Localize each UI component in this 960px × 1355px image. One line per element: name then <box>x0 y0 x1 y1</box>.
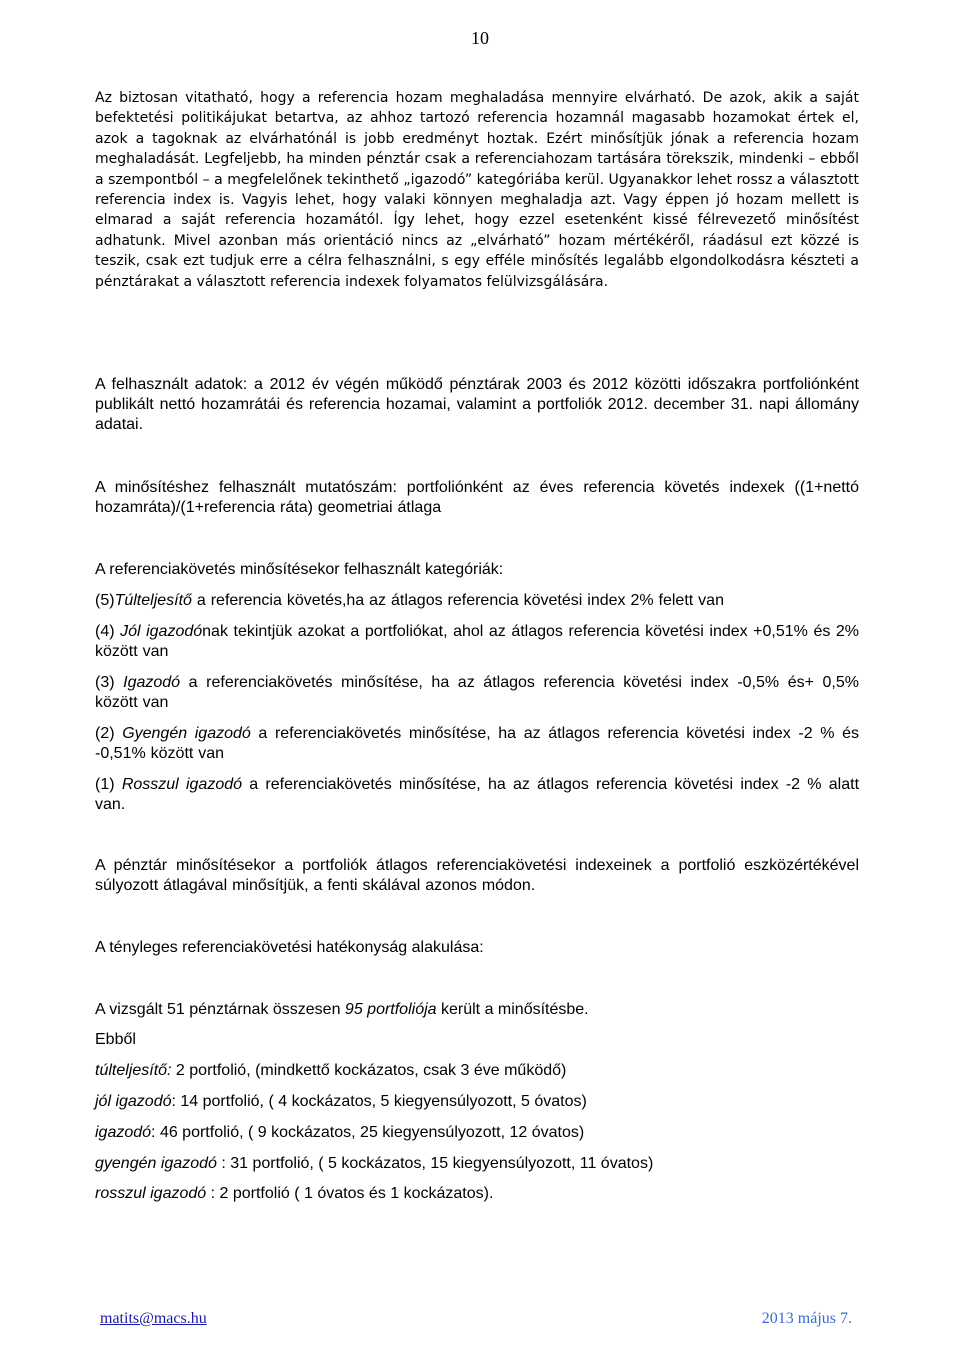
result-text: 2 portfolió, (mindkettő kockázatos, csak 3 éve működő) <box>171 1062 567 1079</box>
summary-em: 95 portfoliója <box>344 1001 437 1018</box>
category-1 <box>95 775 859 815</box>
category-4 <box>95 622 859 662</box>
category-text: a referenciakövetés minősítése, ha az átlagos referencia követési index -2 % és -0,51% között van <box>95 725 860 762</box>
data-paragraph: A felhasznált adatok: a 2012 év végén működő pénztárak 2003 és 2012 közötti időszakra portfoliónként publikált nettó hozamrátái és referencia hozamai, valamint a portfoliók 2012. december 31. napi állomány adatai. <box>95 376 859 433</box>
result-label: túlteljesítő: <box>95 1062 172 1079</box>
results-heading: A tényleges referenciakövetési hatékonyság alakulása: <box>95 939 484 956</box>
summary-post: került a minősítésbe. <box>436 1001 589 1018</box>
category-name: Gyengén igazodó <box>122 725 251 742</box>
category-num: (3) <box>95 674 124 691</box>
category-num: (5) <box>95 592 115 609</box>
ebbol-label: Ebből <box>95 1031 136 1048</box>
category-num: (4) <box>95 623 121 640</box>
category-text: a referencia követés,ha az átlagos referencia követési index 2% felett van <box>191 592 724 609</box>
category-3 <box>95 673 859 713</box>
category-5 <box>95 591 859 611</box>
result-text: : 46 portfolió, ( 9 kockázatos, 25 kiegyensúlyozott, 12 óvatos) <box>151 1124 585 1141</box>
result-row <box>95 1123 584 1143</box>
category-num: (1) <box>95 776 122 793</box>
category-name: Igazodó <box>123 674 181 691</box>
result-row <box>95 1092 587 1112</box>
category-text: nak tekintjük azokat a portfoliókat, ahol az átlagos referencia követési index +0,51% és 2% között van <box>95 623 860 660</box>
footer-email-link[interactable]: matits@macs.hu <box>100 1310 207 1327</box>
result-text: : 2 portfolió ( 1 óvatos és 1 kockázatos). <box>206 1185 494 1202</box>
page-number: 10 <box>471 28 489 48</box>
categories-heading: A referenciakövetés minősítésekor felhasznált kategóriák: <box>95 561 504 578</box>
weighting-paragraph: A pénztár minősítésekor a portfoliók átlagos referenciakövetési indexeinek a portfolió eszközértékével súlyozott átlagával minősítjük, a fenti skálával azonos módon. <box>95 857 859 894</box>
result-row <box>95 1184 493 1204</box>
summary-line <box>95 1000 589 1020</box>
metric-paragraph: A minősítéshez felhasznált mutatószám: portfoliónként az éves referencia követés indexek ((1+nettó hozamráta)/(1+referencia ráta) geometriai átlaga <box>95 479 859 516</box>
summary-pre: A vizsgált 51 pénztárnak összesen <box>95 1001 345 1018</box>
category-name: Rosszul igazodó <box>121 776 243 793</box>
intro-paragraph: Az biztosan vitatható, hogy a referencia hozam meghaladása mennyire elvárható. De azok, akik a saját befektetési politikájukat betartva, az ahhoz tartozó referencia hozamnál magasabb hozamokat értek el, azok a tagoknak az elvárhatónál is jobb eredményt hoztak. Ezért minősítjük jónak a referencia hozam meghaladását. Legfeljebb, ha minden pénztár csak a referenciahozam tartására törekszik, mindenki – ebből a szempontból – a megfelelőnek tekinthető „igazodó” kategóriába kerül. Ugyanakkor lehet rossz a választott referencia index is. Vagyis lehet, hogy valaki könnyen meghaladja azt. Vagy éppen jó hozam mellett is elmarad a saját referencia hozamától. Így lehet, hogy ezzel esetenként kissé félrevezető minősítést adhatunk. Mivel azonban más orientáció nincs az „elvárható” hozam mértékéről, ráadásul ezt közzé is teszik, csak ezt tudjuk erre a célra felhasználni, s egy efféle minősítés legalább elgondolkodásra készteti a pénztárakat a választott referencia indexek folyamatos felülvizsgálására. <box>95 90 859 290</box>
result-label: gyengén igazodó <box>95 1155 217 1172</box>
category-name: Túlteljesítő <box>114 592 192 609</box>
category-name: Jól igazodó <box>120 623 203 640</box>
category-num: (2) <box>95 725 123 742</box>
result-text: : 14 portfolió, ( 4 kockázatos, 5 kiegyensúlyozott, 5 óvatos) <box>171 1093 587 1110</box>
category-text: a referenciakövetés minősítése, ha az átlagos referencia követési index -2 % alatt van. <box>95 776 860 813</box>
result-label: jól igazodó <box>95 1093 172 1110</box>
result-row <box>95 1061 566 1081</box>
footer-date: 2013 május 7. <box>761 1310 852 1327</box>
category-2 <box>95 724 859 764</box>
result-label: rosszul igazodó <box>95 1185 207 1202</box>
result-text: : 31 portfolió, ( 5 kockázatos, 15 kiegyensúlyozott, 11 óvatos) <box>216 1155 654 1172</box>
category-text: a referenciakövetés minősítése, ha az átlagos referencia követési index -0,5% és+ 0,5% között van <box>95 674 859 711</box>
result-label: igazodó <box>95 1124 152 1141</box>
result-row <box>95 1154 653 1174</box>
